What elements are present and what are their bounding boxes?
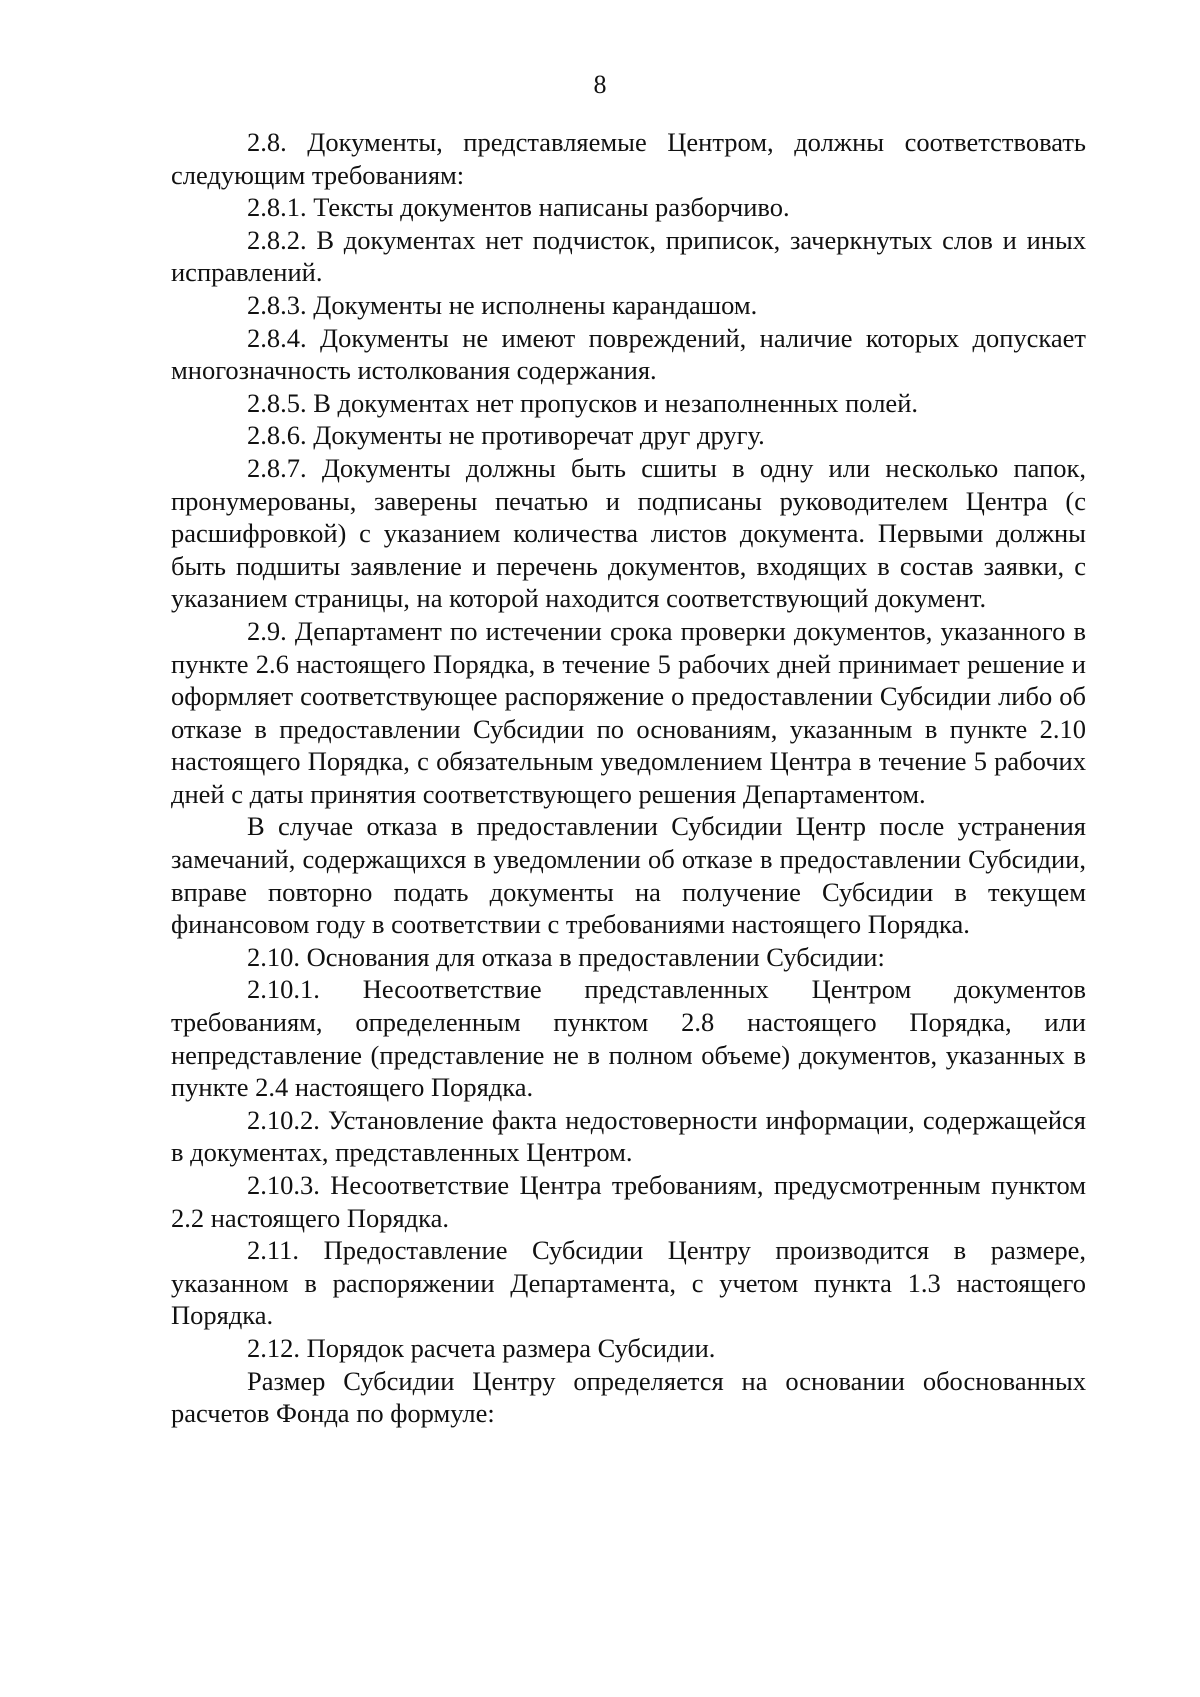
paragraph-2-10-2: 2.10.2. Установление факта недостоверности информации, содержащейся в документах, представленных Центром. <box>171 1104 1086 1168</box>
paragraph-2-11: 2.11. Предоставление Субсидии Центру производится в размере, указанном в распоряжении Департамента, с учетом пункта 1.3 настоящего Порядка. <box>171 1235 1086 1331</box>
paragraph-2-12: 2.12. Порядок расчета размера Субсидии. <box>247 1332 716 1363</box>
paragraph-2-8-6: 2.8.6. Документы не противоречат друг другу. <box>247 420 765 451</box>
paragraph-2-9: 2.9. Департамент по истечении срока проверки документов, указанного в пункте 2.6 настоящего Порядка, в течение 5 рабочих дней принимает решение и оформляет соответствующее распоряжение о предоставлении Субсидии либо об отказе в предоставлении Субсидии по основаниям, указанным в пункте 2.10 настоящего Порядка, с обязательным уведомлением Центра в течение 5 рабочих дней с даты принятия соответствующего решения Департаментом. <box>171 615 1086 809</box>
paragraph-refusal-resubmission: В случае отказа в предоставлении Субсидии Центр после устранения замечаний, содержащихся в уведомлении об отказе в предоставлении Субсидии, вправе повторно подать документы на получение Субсидии в текущем финансовом году в соответствии с требованиями настоящего Порядка. <box>171 811 1086 940</box>
paragraph-2-8-1: 2.8.1. Тексты документов написаны разборчиво. <box>247 192 790 223</box>
page-number: 8 <box>593 70 607 99</box>
paragraph-2-8-4: 2.8.4. Документы не имеют повреждений, наличие которых допускает многозначность истолкования содержания. <box>171 322 1086 386</box>
document-body <box>171 126 1086 1430</box>
paragraph-2-10-3: 2.10.3. Несоответствие Центра требованиям, предусмотренным пунктом 2.2 настоящего Порядка. <box>171 1170 1086 1233</box>
paragraph-subsidy-formula-intro: Размер Субсидии Центру определяется на основании обоснованных расчетов Фонда по формуле: <box>171 1365 1086 1429</box>
paragraph-2-8-7: 2.8.7. Документы должны быть сшиты в одну или несколько папок, пронумерованы, заверены печатью и подписаны руководителем Центра (с расшифровкой) с указанием количества листов документа. Первыми должны быть подшиты заявление и перечень документов, входящих в состав заявки, с указанием страницы, на которой находится соответствующий документ. <box>171 452 1086 614</box>
paragraph-2-8-5: 2.8.5. В документах нет пропусков и незаполненных полей. <box>247 387 919 418</box>
paragraph-2-10-1: 2.10.1. Несоответствие представленных Центром документов требованиям, определенным пунктом 2.8 настоящего Порядка, или непредставление (представление не в полном объеме) документов, указанных в пункте 2.4 настоящего Порядка. <box>171 974 1086 1103</box>
paragraph-2-8-3: 2.8.3. Документы не исполнены карандашом. <box>247 289 758 320</box>
paragraph-2-8-2: 2.8.2. В документах нет подчисток, приписок, зачеркнутых слов и иных исправлений. <box>171 224 1086 288</box>
paragraph-2-8: 2.8. Документы, представляемые Центром, должны соответствовать следующим требованиям: <box>171 127 1086 190</box>
paragraph-2-10: 2.10. Основания для отказа в предоставлении Субсидии: <box>247 941 885 972</box>
